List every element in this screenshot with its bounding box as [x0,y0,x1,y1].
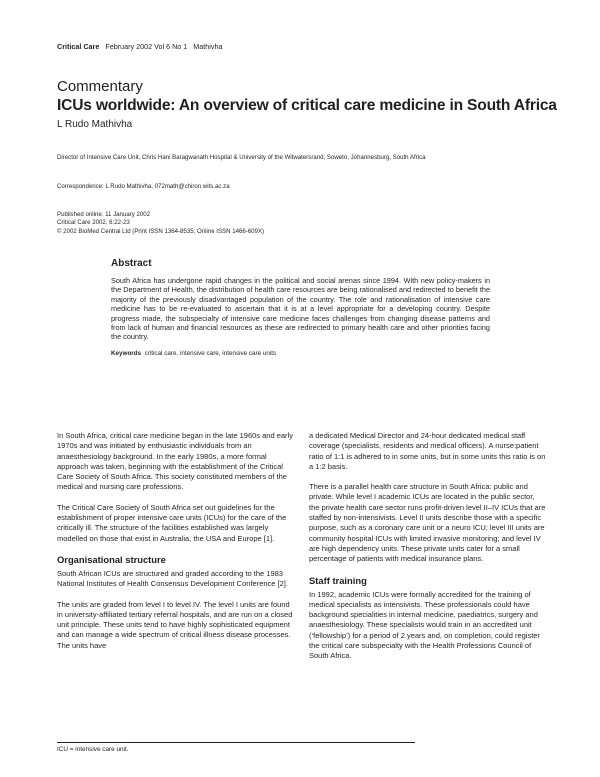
running-author: Mathivha [193,42,223,51]
journal-name: Critical Care [57,42,100,51]
paragraph: The Critical Care Society of South Africa set out guidelines for the establishment of proper intensive care units (ICUs) for the care of the critically ill. The structure of the facilities established was largely modelled on those that exist in Australia, the USA and Europe [1]. [57,502,287,543]
paragraph: South African ICUs are structured and graded according to the 1983 National Institutes of Health Consensus Development Conference [2]. [57,568,288,589]
body-column-left [57,431,294,661]
paragraph: In South Africa, critical care medicine began in the late 1960s and early 1970s and was initiated by enthusiastic individuals from an anaesthesiology background. In the early 1980s, a more formal approach was taken, beginning with the establishment of the Critical Care Society of South Africa. This society constituted members of the medical and nursing care professions. [57,431,293,492]
published-date: Published online: 11 January 2002 [57,211,151,218]
footnote: ICU = intensive care unit. [57,746,129,753]
keywords [111,350,490,357]
abstract-heading: Abstract [111,258,152,269]
citation: Critical Care 2002, 6:22-23 [57,219,130,227]
paragraph: The units are graded from level I to level IV. The level I units are found in university-affiliated tertiary referral hospitals, and are run on a closed unit principle. These units tend to have highly sophisticated equipment and can manage a wide spectrum of critical illness disease processes. The units have [57,599,293,650]
section-heading-staff-training: Staff training [309,574,367,586]
keywords-list: critical care, intensive care, intensive care units [144,349,277,357]
keywords-label: Keywords [111,349,142,357]
section-heading-organisational-structure: Organisational structure [57,553,166,565]
paragraph: There is a parallel health care structure in South Africa: public and private. While level I academic ICUs are located in the public sector, the private health care sector runs profit-driven level II–IV ICUs that are staffed by non-intensivists. Level II units describe those with a specific purpose, such as a coronary care unit or a neuro ICU; level III units are community hospital ICUs with limited invasive monitoring; and level IV are high dependency units. These private units cater for a small percentage of patients with medical insurance plans. [309,482,546,564]
paragraph: a dedicated Medical Director and 24-hour dedicated medical staff coverage (specialists, residents and medical officers). A nurse:patient ratio of 1:1 is adhered to in some units, but in some units this ratio is on a 1:2 basis. [309,431,546,471]
correspondence: Correspondence: L Rudo Mathivha, 072math@chiron.wits.ac.za [57,183,230,190]
body-column-right [309,431,546,672]
running-head [57,42,222,51]
paragraph: In 1992, academic ICUs were formally accredited for the training of medical specialists as intensivists. These professionals could have background specialities in internal medicine, paediatrics, surgery and anaesthesiology. These specialists would train in an accredited unit (‘fellowship’) for a period of 2 years and, on completion, could register the critical care subspecialty with the Health Professions Council of South Africa. [309,589,540,661]
publication-info [57,211,264,236]
article-type: Commentary [57,78,143,95]
abstract-text: South Africa has undergone rapid changes in the political and social arenas since 1994. With new policy-makers in the Department of Health, the distribution of health care resources are being rationalised and redirected to benefit the majority of the previously disadvantaged population of the country. The role and rationalisation of intensive care medicine has to be re-evaluated to ascertain that it is at a level appropriate for a developing country. Despite progress made, the subspecialty of intensive care medicine faces challenges from changing disease patterns and from lack of human and financial resources as these are redirected to primary health care and other priorities facing the country. [111,276,490,342]
copyright: © 2002 BioMed Central Ltd (Print ISSN 1364-8535; Online ISSN 1466-609X) [57,227,265,235]
footnote-divider [57,742,415,743]
abstract-section [111,258,490,357]
article-title: ICUs worldwide: An overview of critical care medicine in South Africa [57,97,557,114]
affiliation: Director of Intensive Care Unit, Chris Hani Baragwanath Hospital & University of the Witwatersrand, Soweto, Johannesburg, South Africa [57,154,426,161]
issue-info: February 2002 Vol 6 No 1 [105,42,188,51]
author-name: L Rudo Mathivha [57,119,133,130]
